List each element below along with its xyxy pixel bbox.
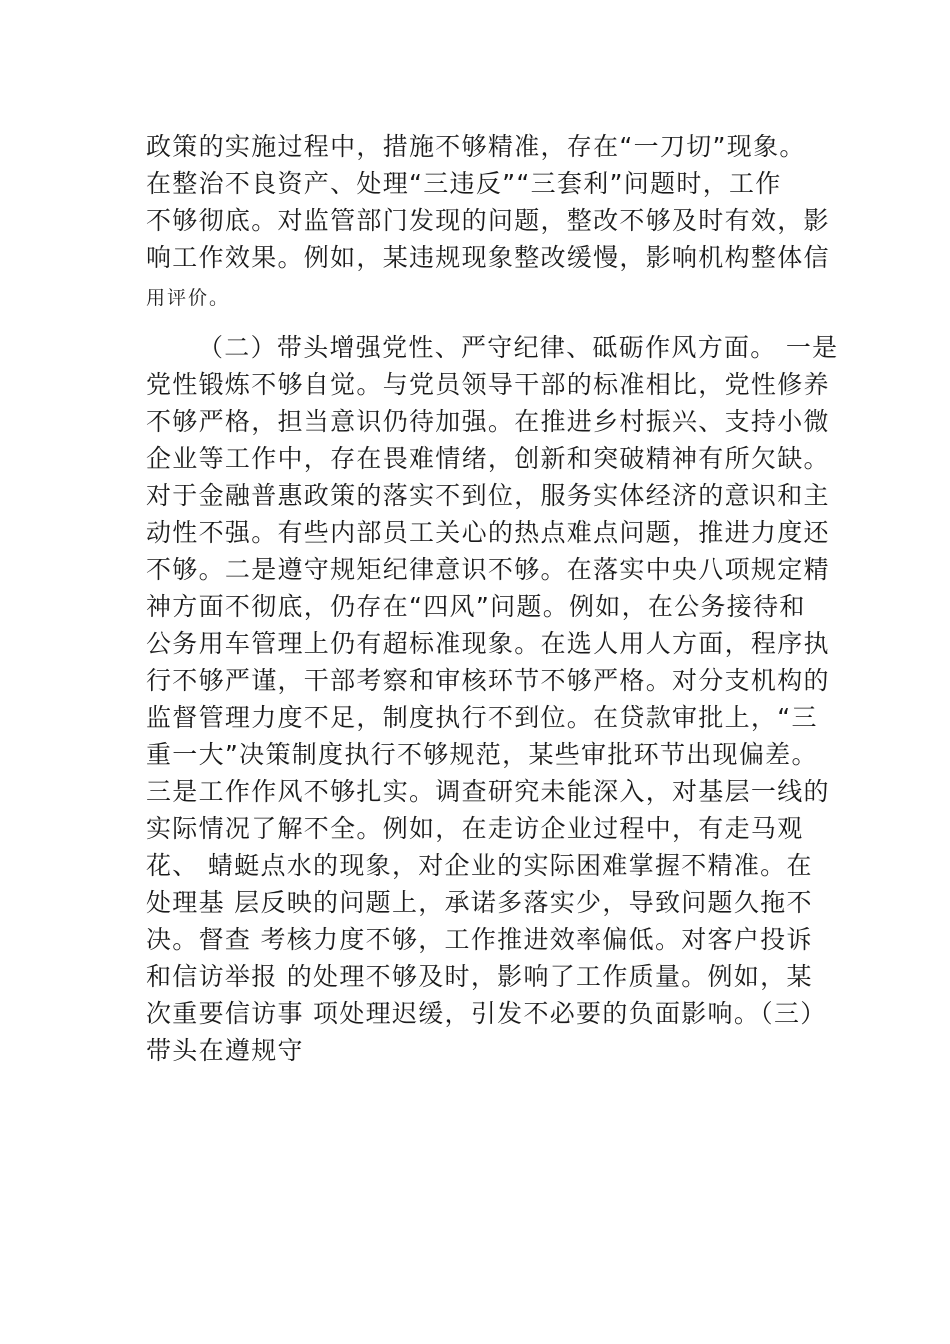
text-line: 重一大”决策制度执行不够规范，某些审批环节出现偏差。: [146, 740, 818, 769]
text-line: 不够严格，担当意识仍待加强。在推进乡村振兴、支持小微: [146, 407, 830, 436]
text-line: 不够。二是遵守规矩纪律意识不够。在落实中央八项规定精: [146, 555, 830, 584]
text-line: 实际情况了解不全。例如，在走访企业过程中，有走马观: [146, 814, 804, 843]
text-line: 行不够严谨，干部考察和审核环节不够严格。对分支机构的: [146, 666, 830, 695]
text-line: 动性不强。有些内部员工关心的热点难点问题，推进力度还: [146, 518, 830, 547]
text-line: 花、 蜻蜓点水的现象，对企业的实际困难掌握不精准。在: [146, 851, 813, 880]
text-line: 不够彻底。对监管部门发现的问题，整改不够及时有效，影: [146, 206, 830, 235]
text-line: 处理基 层反映的问题上，承诺多落实少，导致问题久拖不: [146, 888, 813, 917]
text-line: 神方面不彻底，仍存在“四风”问题。例如，在公务接待和: [146, 592, 806, 621]
text-line: 政策的实施过程中，措施不够精准，存在“一刀切”现象。: [146, 132, 806, 161]
section-heading-line: （二）带头增强党性、严守纪律、砥砺作风方面。 一是: [198, 333, 839, 362]
text-line: 带头在遵规守: [146, 1036, 304, 1065]
text-line: 三是工作作风不够扎实。调查研究未能深入，对基层一线的: [146, 777, 830, 806]
text-line: 在整治不良资产、处理“三违反”“三套利”问题时，工作: [146, 169, 782, 198]
text-line: 企业等工作中，存在畏难情绪，创新和突破精神有所欠缺。: [146, 444, 830, 473]
text-line: 用评价。: [146, 287, 231, 309]
text-line: 对于金融普惠政策的落实不到位，服务实体经济的意识和主: [146, 481, 830, 510]
text-line: 响工作效果。例如，某违规现象整改缓慢，影响机构整体信: [146, 243, 830, 272]
text-line: 次重要信访事 项处理迟缓，引发不必要的负面影响。（三）: [146, 999, 827, 1028]
text-line: 公务用车管理上仍有超标准现象。在选人用人方面，程序执: [146, 629, 830, 658]
text-line: 监督管理力度不足，制度执行不到位。在贷款审批上，“三: [146, 703, 818, 732]
text-line: 党性锻炼不够自觉。与党员领导干部的标准相比，党性修养: [146, 370, 830, 399]
text-line: 决。督查 考核力度不够，工作推进效率偏低。对客户投诉: [146, 925, 813, 954]
text-line: 和信访举报 的处理不够及时，影响了工作质量。例如，某: [146, 962, 813, 991]
